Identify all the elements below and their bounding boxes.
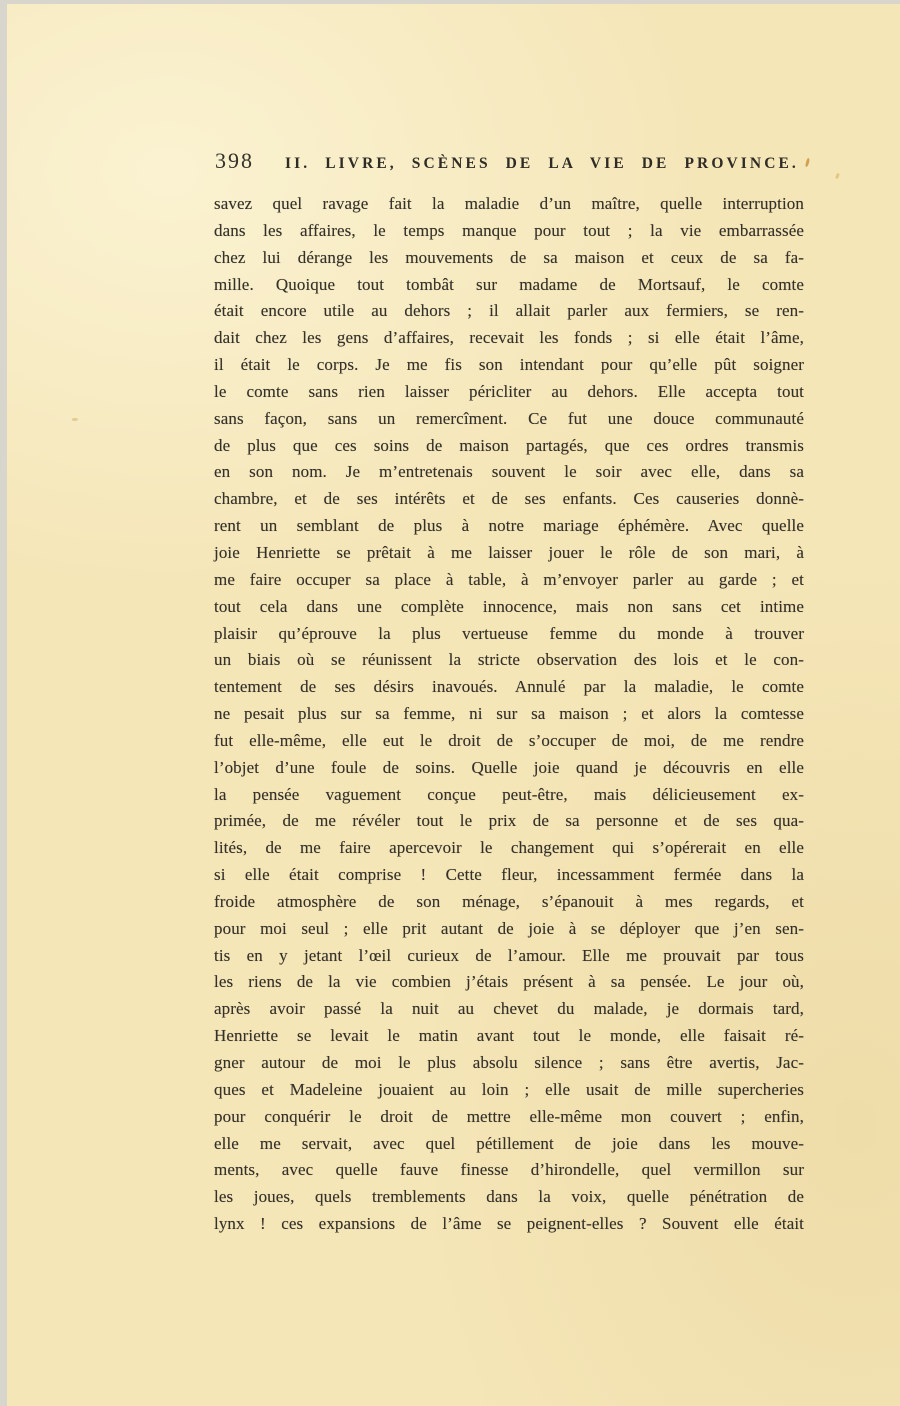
text-line: gner autour de moi le plus absolu silence ; sans être avertis, Jac-: [214, 1053, 804, 1072]
text-line: primée, de me révéler tout le prix de sa personne et de ses qua-: [214, 811, 804, 831]
text-line: elle me servait, avec quel pétillement de joie dans les mouve-: [214, 1133, 804, 1153]
text-line: froide atmosphère de son ménage, s’épanouit à mes regards, et: [214, 891, 804, 911]
text-line: de plus que ces soins de maison partagés, que ces ordres transmis: [214, 435, 804, 455]
text-line: joie Henriette se prêtait à me laisser jouer le rôle de son mari, à: [214, 542, 804, 562]
text-line: mille. Quoique tout tombât sur madame de Mortsauf, le comte: [214, 274, 804, 294]
text-line: le comte sans rien laisser péricliter au dehors. Elle accepta tout: [214, 381, 804, 401]
text-line: lités, de me faire apercevoir le changement qui s’opérerait en elle: [214, 838, 804, 858]
page-number: 398: [215, 148, 254, 173]
text-line: sans façon, sans un remercîment. Ce fut une douce communauté: [214, 408, 804, 428]
text-line: ques et Madeleine jouaient au loin ; elle usait de mille supercheries: [214, 1079, 804, 1099]
text-line: un biais où se réunissent la stricte observation des lois et le con-: [214, 650, 804, 670]
text-line: rent un semblant de plus à notre mariage éphémère. Avec quelle: [214, 516, 804, 536]
text-line: chez lui dérange les mouvements de sa maison et ceux de sa fa-: [214, 247, 804, 267]
text-line: il était le corps. Je me fis son intendant pour qu’elle pût soigner: [214, 355, 804, 375]
text-line: pour moi seul ; elle prit autant de joie à se déployer que j’en sen-: [214, 918, 804, 938]
text-line: plaisir qu’éprouve la plus vertueuse femme du monde à trouver: [214, 623, 804, 643]
text-line: savez quel ravage fait la maladie d’un maître, quelle interruption: [214, 194, 804, 213]
text-line: après avoir passé la nuit au chevet du malade, je dormais tard,: [214, 999, 804, 1019]
text-line: les riens de la vie combien j’étais présent à sa pensée. Le jour où,: [214, 972, 804, 992]
text-line: me faire occuper sa place à table, à m’envoyer parler au garde ; et: [214, 569, 804, 589]
text-line: tout cela dans une complète innocence, mais non sans cet intime: [214, 596, 804, 616]
body-text: [214, 191, 804, 1238]
text-line: si elle était comprise ! Cette fleur, incessamment fermée dans la: [214, 865, 804, 885]
text-line: pour conquérir le droit de mettre elle-même mon couvert ; enfin,: [214, 1106, 804, 1126]
text-line: était encore utile au dehors ; il allait parler aux fermiers, se ren-: [214, 301, 804, 321]
text-line: tentement de ses désirs inavoués. Annulé par la maladie, le comte: [214, 677, 804, 697]
text-line: fut elle-même, elle eut le droit de s’occuper de moi, de me rendre: [214, 730, 804, 750]
text-line: la pensée vaguement conçue peut-être, mais délicieusement ex-: [214, 784, 804, 804]
text-line: chambre, et de ses intérêts et de ses enfants. Ces causeries donnè-: [214, 489, 804, 509]
text-line: dans les affaires, le temps manque pour tout ; la vie embarrassée: [214, 220, 804, 240]
running-header: [215, 148, 805, 174]
running-title: II. LIVRE, SCÈNES DE LA VIE DE PROVINCE.: [285, 155, 799, 172]
text-line: Henriette se levait le matin avant tout le monde, elle faisait ré-: [214, 1026, 804, 1046]
text-line: en son nom. Je m’entretenais souvent le soir avec elle, dans sa: [214, 462, 804, 482]
text-line: l’objet d’une foule de soins. Quelle joie quand je découvris en elle: [214, 757, 804, 777]
text-line: dait chez les gens d’affaires, recevait les fonds ; si elle était l’âme,: [214, 328, 804, 348]
text-line: tis en y jetant l’œil curieux de l’amour. Elle me prouvait par tous: [214, 945, 804, 965]
text-line: lynx ! ces expansions de l’âme se peignent-elles ? Souvent elle était: [214, 1214, 804, 1234]
text-line: ne pesait plus sur sa femme, ni sur sa maison ; et alors la comtesse: [214, 704, 804, 724]
text-line: ments, avec quelle fauve finesse d’hirondelle, quel vermillon sur: [214, 1160, 804, 1180]
text-line: les joues, quels tremblements dans la voix, quelle pénétration de: [214, 1187, 804, 1207]
